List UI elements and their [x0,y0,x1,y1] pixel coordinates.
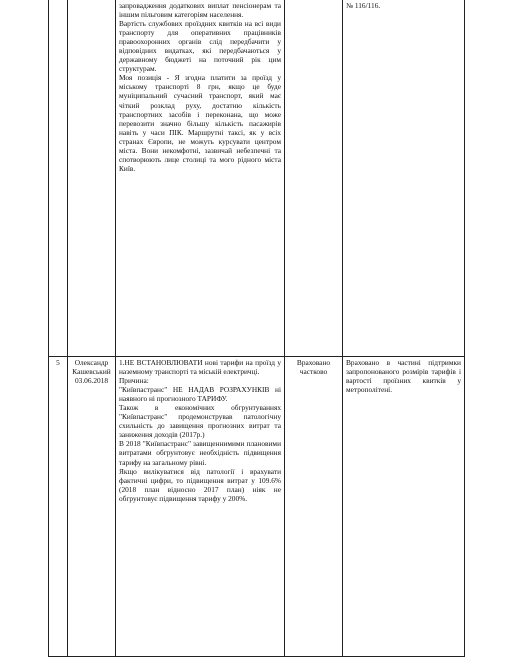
proposals-table [48,0,465,657]
row-number: 5 [56,358,60,367]
status-line: частково [299,367,328,377]
author-surname: Кашевський [72,367,111,377]
table-row [49,0,465,357]
status-cell [285,0,343,357]
proposal-paragraph: Вартість службових проїздних квитків на всі види транспорту для оперативних працівників правоохоронних органів слід передбачити у відповідних видатках, які передбачаються у державному бюджеті на поточний рік цим структурам. [119,19,281,74]
comment-cell [343,0,465,357]
row-number-cell [49,0,68,357]
row-number-cell [49,357,68,657]
status-line: Враховано [296,358,331,367]
proposal-paragraph: 1.НЕ ВСТАНОВЛЮВАТИ нові тарифи на проїзд у наземному транспорті та міській електричці. [119,358,281,377]
comment-text: № 116/116. [346,1,381,10]
table-row [49,357,465,657]
author-cell [68,0,116,357]
proposal-paragraph: Якщо вилікуватися від патології і врахувати фактичні цифри, то підвищення витрат у 109.6% (2018 план відносно 2017 план) ніяк не обгрунтовує підвищення тарифу у 200%. [119,466,281,503]
author-name: Олександр [74,358,109,367]
author-cell [68,357,116,657]
proposal-paragraph: Також в економічних обгрунтуваннях "Київпастранс" продемонстрував патологічну схильність до завищення прогнозних витрат та заниження доходів (2017р.) [119,403,281,440]
proposal-paragraph: запровадження додаткових виплат пенсіонерам та іншим пільговим категоріям населення. [119,1,281,20]
author-date: 03.06.2018 [74,376,109,386]
comment-cell [343,357,465,657]
proposal-paragraph: В 2018 "Київпастранс" завищеннимими плановими витратами обгрунтовує необхідність підвищення тарифу на загальному рівні. [119,439,281,467]
proposal-paragraph: Моя позиція - Я згодна платити за проїзд у міському транспорті 8 грн, якщо це буде муніципальний сучасний транспорт, який має чіткий розклад руху, достатню кількість транспортних засобів і переконана, що може перевозити значно більшу кількість пасажирів навіть у часи ПІК. Маршрутні таксі, як у всіх странах Європи, не можуть курсувати центром міста. Вони некомфотні, зазвичай небезпечні та спотворюють лице столиці та мого рідного міста Київ. [119,73,281,173]
proposal-cell [116,357,285,657]
proposal-paragraph: Причина: [119,376,149,386]
proposal-cell [116,0,285,357]
proposal-paragraph: "Київпастранс" НЕ НАДАВ РОЗРАХУНКІВ ні наявного ні прогнозного ТАРИФУ. [119,385,281,404]
comment-text: Враховано в частині підтримки запропонованого розмірів тарифів і вартості проїзних квитків у метрополітені. [346,358,461,395]
status-cell [285,357,343,657]
